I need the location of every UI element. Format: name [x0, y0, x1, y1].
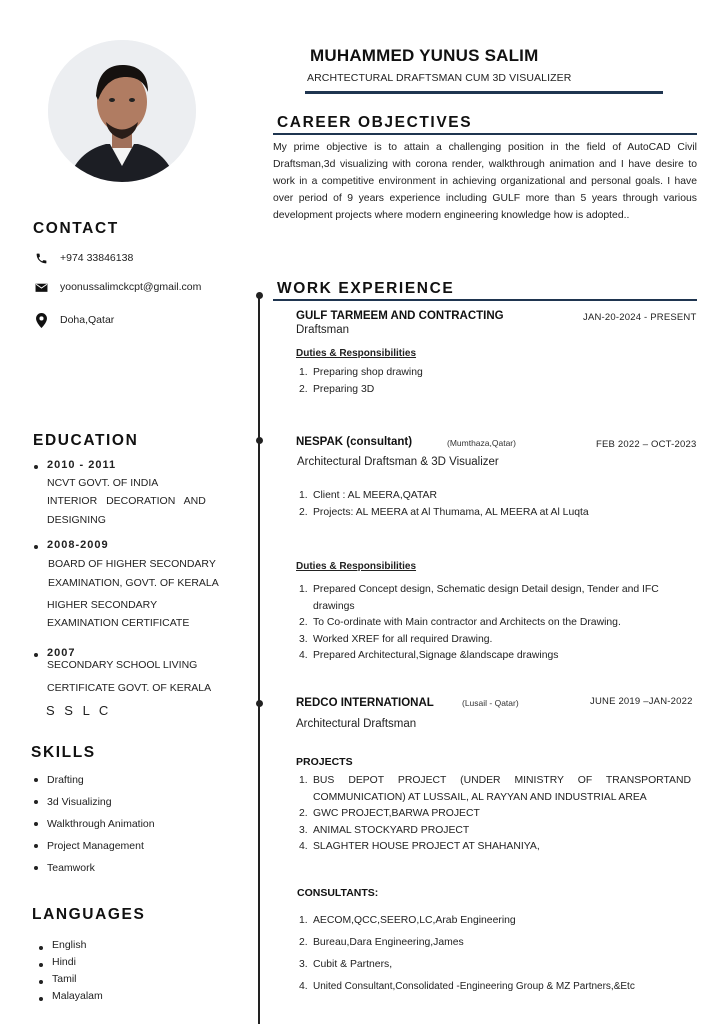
education-line: SECONDARY SCHOOL LIVING: [47, 659, 198, 671]
education-line: HIGHER SECONDARY: [47, 599, 158, 611]
timeline-dot: [256, 292, 263, 299]
duties-list: 1. Preparing shop drawing 2. Preparing 3D: [299, 365, 689, 398]
consultants-heading: CONSULTANTS:: [297, 887, 379, 899]
company-location: (Mumthaza,Qatar): [447, 438, 516, 448]
education-bullet: [34, 545, 38, 549]
company-location: (Lusail - Qatar): [462, 698, 519, 708]
project-item: SLAGHTER HOUSE PROJECT AT SHAHANIYA,: [313, 841, 540, 852]
company-name: REDCO INTERNATIONAL: [296, 697, 434, 709]
education-bullet: [34, 465, 38, 469]
consultant-item: AECOM,QCC,SEERO,LC,Arab Engineering: [313, 915, 516, 926]
job-role: Draftsman: [296, 324, 350, 336]
language-item: Malayalam: [37, 988, 103, 1005]
project-item: ANIMAL STOCKYARD PROJECT: [313, 824, 470, 836]
languages-heading: LANGUAGES: [32, 906, 146, 923]
language-item: English: [37, 937, 103, 954]
duty-item: Worked XREF for all required Drawing.: [313, 633, 493, 645]
duty-item: Preparing 3D: [313, 383, 375, 395]
education-line: NCVT GOVT. OF INDIA: [47, 477, 159, 489]
profile-photo: [48, 40, 196, 182]
skills-list: [32, 769, 155, 879]
duty-item: Preparing shop drawing: [313, 367, 423, 378]
education-line: EXAMINATION CERTIFICATE: [47, 617, 190, 629]
job-role: Architectural Draftsman: [296, 718, 417, 730]
duty-item: Prepared Concept design, Schematic design Detail design, Tender and IFC drawings: [313, 584, 659, 612]
skill-item: Project Management: [32, 835, 155, 857]
work-experience-divider: [273, 299, 697, 301]
duty-item: Prepared Architectural,Signage &landscape drawings: [313, 650, 559, 661]
timeline-dot: [256, 700, 263, 707]
job-role: Architectural Draftsman & 3D Visualizer: [297, 456, 499, 468]
email-address[interactable]: yoonussalimckcpt@gmail.com: [60, 281, 202, 293]
contact-location: [34, 313, 114, 327]
duties-heading: Duties & Responsibilities: [296, 348, 417, 359]
company-name: GULF TARMEEM AND CONTRACTING: [296, 310, 504, 322]
education-line: INTERIOR DECORATION AND: [47, 495, 206, 507]
education-year: 2007: [47, 647, 76, 659]
education-heading: EDUCATION: [33, 432, 139, 449]
job-date: JUNE 2019 –JAN-2022: [590, 696, 693, 707]
candidate-name: MUHAMMED YUNUS SALIM: [310, 46, 539, 65]
projects-heading: PROJECTS: [296, 756, 353, 768]
job-date: FEB 2022 – OCT-2023: [596, 439, 697, 450]
location-pin-icon: [34, 313, 48, 327]
job-title: ARCHTECTURAL DRAFTSMAN CUM 3D VISUALIZER: [307, 72, 572, 84]
education-bullet: [34, 653, 38, 657]
duties-heading: Duties & Responsibilities: [296, 561, 417, 572]
phone-icon: [34, 251, 48, 265]
consultant-item: United Consultant,Consolidated -Engineering Group & MZ Partners,&Etc: [313, 981, 635, 992]
consultants-list: 1. AECOM,QCC,SEERO,LC,Arab Engineering 2. Bureau,Dara Engineering,James 3. Cubit & Partners, 4. United Consultant,Consolidated -Engineering Group & MZ Partners,&Etc: [299, 910, 719, 998]
education-line: EXAMINATION, GOVT. OF KERALA: [48, 577, 219, 589]
contact-phone: [34, 251, 133, 265]
header-divider: [305, 91, 663, 94]
education-line: DESIGNING: [47, 514, 106, 526]
language-item: Hindi: [37, 954, 103, 971]
education-line: CERTIFICATE GOVT. OF KERALA: [47, 682, 212, 694]
career-objectives-text: My prime objective is to attain a challenging position in the field of AutoCAD Civil Draftsman,3d visualizing with corona render, walkthrough animation and I have desire to work in a competitive environment in achieving organizational and personal goals. I have over period of 9 years experience including GULF more than 5 years through various development projects where modern engineering knowledge how is adopted..: [273, 142, 697, 221]
contact-heading: CONTACT: [33, 220, 119, 237]
timeline-line: [258, 296, 260, 1024]
consultant-item: Cubit & Partners,: [313, 959, 393, 970]
company-name: NESPAK (consultant): [296, 436, 413, 448]
career-objectives-heading: CAREER OBJECTIVES: [277, 114, 473, 131]
work-experience-heading: WORK EXPERIENCE: [277, 280, 455, 297]
languages-list: [37, 937, 103, 1005]
job-info-list: 1. Client : AL MEERA,QATAR 2. Projects: AL MEERA at Al Thumama, AL MEERA at Al Luqta: [299, 488, 694, 521]
phone-number[interactable]: +974 33846138: [60, 252, 134, 264]
projects-list: 1. BUS DEPOT PROJECT (UNDER MINISTRY OF TRANSPORTAND COMMUNICATION) AT LUSSAIL, AL RAYYAN AND INDUSTRIAL AREA 2. GWC PROJECT,BARWA PROJECT 3. ANIMAL STOCKYARD PROJECT 4. SLAGHTER HOUSE PROJECT AT SHAHANIYA,: [299, 773, 691, 856]
job-date: JAN-20-2024 - PRESENT: [583, 312, 697, 323]
timeline-dot: [256, 437, 263, 444]
skill-item: Drafting: [32, 769, 155, 791]
project-item: GWC PROJECT,BARWA PROJECT: [313, 808, 480, 819]
career-objectives-divider: [273, 133, 697, 135]
education-year: 2008-2009: [47, 539, 109, 551]
contact-email: [34, 280, 201, 294]
language-item: Tamil: [37, 971, 103, 988]
consultant-item: Bureau,Dara Engineering,James: [313, 937, 464, 948]
education-year: 2010 - 2011: [47, 459, 117, 471]
education-line: S S L C: [46, 703, 112, 718]
education-line: BOARD OF HIGHER SECONDARY: [48, 558, 216, 570]
mail-icon: [34, 280, 48, 294]
project-item: BUS DEPOT PROJECT (UNDER MINISTRY OF TRANSPORTAND COMMUNICATION) AT LUSSAIL, AL RAYYAN AND INDUSTRIAL AREA: [313, 775, 691, 803]
job-info-item: Projects: AL MEERA at Al Thumama, AL MEERA at Al Luqta: [313, 506, 589, 518]
skill-item: 3d Visualizing: [32, 791, 155, 813]
location-text: Doha,Qatar: [60, 314, 115, 326]
skill-item: Teamwork: [32, 857, 155, 879]
duties-list: 1. Prepared Concept design, Schematic design Detail design, Tender and IFC drawings 2. To Co-ordinate with Main contractor and Architects on the Drawing. 3. Worked XREF for all required Drawing. 4. Prepared Architectural,Signage &landscape drawings: [299, 582, 696, 665]
skill-item: Walkthrough Animation: [32, 813, 155, 835]
skills-heading: SKILLS: [31, 744, 96, 761]
job-info-item: Client : AL MEERA,QATAR: [313, 490, 437, 501]
duty-item: To Co-ordinate with Main contractor and Architects on the Drawing.: [313, 617, 621, 628]
